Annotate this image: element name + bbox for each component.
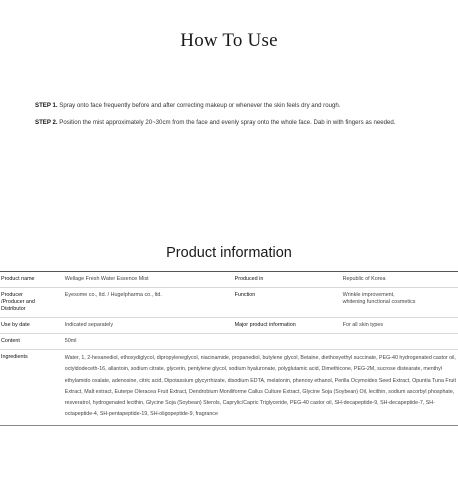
major-info-label: Major product information [233,318,341,334]
table-row [0,334,458,350]
table-row [0,272,458,288]
page-heading: How To Use [180,30,278,51]
product-name-label: Product name [0,272,63,288]
step-2-label: STEP 2. [35,119,58,126]
product-name-value: Wellage Fresh Water Essence Mist [63,272,233,288]
function-value: Wrinkle improvement, whitening functional cosmetics [341,288,458,318]
ingredients-label: Ingredients [0,350,63,426]
producer-label: Producer /Producer and Distributor [0,288,63,318]
use-by-label: Use by date [0,318,63,334]
step-2-text: Position the mist approximately 20~30cm from the face and evenly spray onto the whole face. Dab in with fingers as needed. [59,119,396,126]
use-by-value: Indicated separately [63,318,233,334]
function-label: Function [233,288,341,318]
steps-list [35,102,445,136]
content-value: 50ml [63,334,458,350]
step-1-label: STEP 1. [35,102,58,109]
table-row [0,350,458,426]
produced-in-value: Republic of Korea [341,272,458,288]
ingredients-value: Water, 1, 2-hexanediol, ethoxydiglycol, dipropyleneglycol, niacinamide, propanediol, butylene glycol, Betaine, diethoxyethyl succinate, PEG-40 hydrogenated castor oil, octyldodeceth-16, allantoin, sodium citrate, glycerin, pentylene glycol, sodium hyaluronate, polyglutamic acid, Dimethicone, PEG-2M, sucrose distearate, menthyl ethylamido oxalate, adenosine, citric acid, Dipotassium glycyrrhizate, disodium EDTA, melatonin, phenoxy ethanol, Perilla Ocymoides Seed Extract, Opuntia Tuna Fruit Extract, Malt extract, Euterpe Oleracea Fruit Extract, Dendrobium Moniliforme Callus Culture Extract, Glycine Soja (Soybean) Oil, lecithin, sodium ascorbyl phosphate, resveratrol, hydrogenated lecithin, Glycine Soja (Soybean) Sterols, Caprylic/Capric Triglyceride, PEG-40 castor oil, SH-decapeptide-9, SH-decapeptide-7, SH-octapeptide-4, SH-pentapeptide-19, SH-oligopeptide-9, fragrance [63,350,458,426]
step-1 [35,102,445,110]
producer-value: Eyesome co., ltd. / Hugelpharma co., ltd. [63,288,233,318]
step-1-text: Spray onto face frequently before and after correcting makeup or whenever the skin feels dry and rough. [59,102,341,109]
produced-in-label: Produced in [233,272,341,288]
content-label: Content [0,334,63,350]
table-row [0,288,458,318]
major-info-value: For all skin types [341,318,458,334]
step-2 [35,119,445,127]
product-info-title: Product information [166,245,292,261]
table-row [0,318,458,334]
product-info-table [0,271,458,426]
